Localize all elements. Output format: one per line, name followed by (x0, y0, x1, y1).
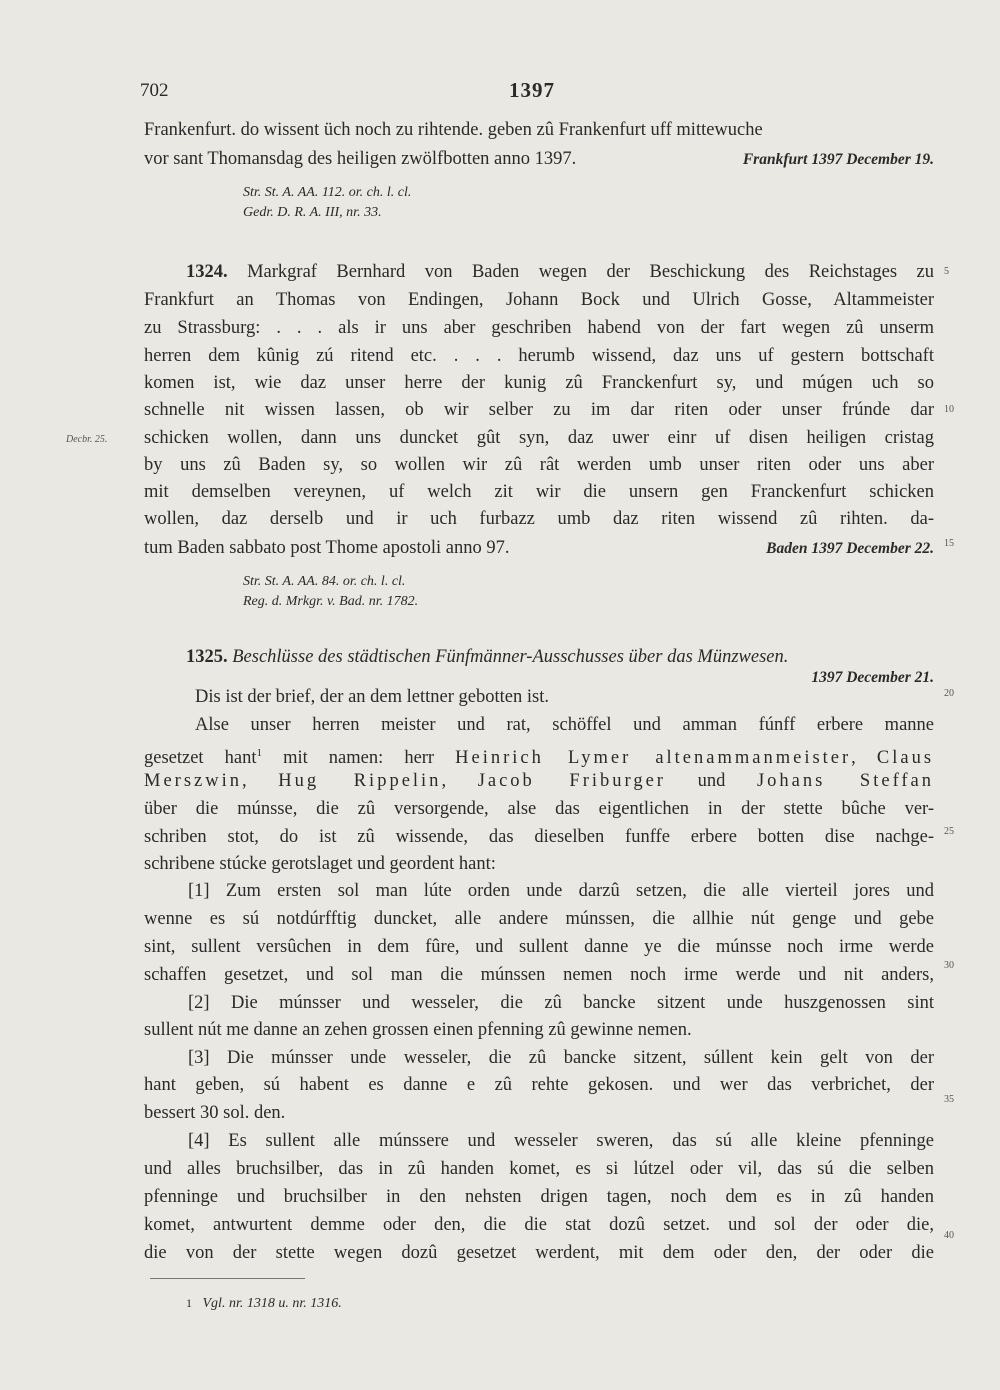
text-line: schribene stúcke gerotslaget und geordent hant: (144, 854, 496, 874)
footnote-mark: 1 (256, 747, 262, 759)
line-number: 5 (944, 266, 949, 277)
text-line: die von der stette wegen dozû gesetzet werdent, mit dem oder den, der oder die (144, 1243, 934, 1263)
text-fragment: vor sant Thomansdag des heiligen zwölfbotten anno 1397. (144, 149, 577, 169)
line-number: 35 (944, 1094, 954, 1105)
document-date: Baden 1397 December 22. (766, 540, 934, 557)
text-line (144, 146, 934, 173)
text-line: komet, antwurtent demme oder den, die die stat dozû setzet. und sol der oder die, (144, 1215, 934, 1235)
text-fragment: , (441, 771, 478, 791)
text-line: zu Strassburg: . . . als ir uns aber geschriben habend von der fart wegen zû unserm (144, 318, 934, 338)
person-name: Heinrich Lymer altenammanmeister (455, 748, 852, 769)
line-number: 15 (944, 538, 954, 549)
text-line: herren dem kûnig zú ritend etc. . . . herumb wissend, daz uns uf gestern bottschaft (144, 346, 934, 366)
text-line (144, 535, 934, 562)
document-date: Frankfurt 1397 December 19. (742, 151, 934, 168)
text-line: schaffen gesetzet, und sol man die múnssen nemen noch irme werde und nit anders, (144, 965, 934, 985)
source-note: Str. St. A. AA. 84. or. ch. l. cl. (243, 574, 406, 589)
text-line: über die múnsse, die zû versorgende, alse das eigentlichen in der stette bûche ver- (144, 799, 934, 819)
person-name: Merszwin (144, 771, 242, 791)
text-line: pfenninge und bruchsilber in den nehsten drigen tagen, noch dem es in zû handen (144, 1187, 934, 1207)
document-title: Beschlüsse des städtischen Fünfmänner-Ausschusses über das Münzwesen. (232, 647, 789, 667)
text-fragment: , (851, 748, 877, 769)
text-line (186, 259, 934, 286)
text-line: und alles bruchsilber, das in zû handen komet, es si lútzel oder vil, das sú die selben (144, 1159, 934, 1179)
document-date: 1397 December 21. (811, 669, 934, 686)
source-note: Reg. d. Mrkgr. v. Bad. nr. 1782. (243, 594, 419, 609)
source-note: Str. St. A. AA. 112. or. ch. l. cl. (243, 185, 412, 200)
line-number: 25 (944, 826, 954, 837)
text-line: Dis ist der brief, der an dem lettner gebotten ist. (195, 687, 549, 707)
text-line: komen ist, wie daz unser herre der kunig zû Franckenfurt sy, und múgen uch so (144, 373, 934, 393)
text-line: bessert 30 sol. den. (144, 1103, 286, 1123)
text-line: wollen, daz derselb und ir uch furbazz umb daz riten wissend zû rihten. da- (144, 509, 934, 529)
line-number: 40 (944, 1230, 954, 1241)
text-line: hant geben, sú habent es danne e zû rehte gekosen. und wer das verbrichet, der (144, 1075, 934, 1095)
text-line: schicken wollen, dann uns duncket gût syn, daz uwer einr uf disen heiligen cristag (144, 428, 934, 448)
text-fragment: gesetzet hant (144, 748, 257, 769)
line-number: 30 (944, 960, 954, 971)
document-number: 1325. (186, 647, 228, 667)
text-fragment: mit namen: herr (262, 748, 456, 769)
text-fragment: und (665, 771, 757, 791)
person-name: Johans Steffan (756, 771, 935, 791)
text-fragment: , (241, 771, 279, 791)
running-year: 1397 (509, 78, 555, 102)
text-fragment: Markgraf Bernhard von Baden wegen der Beschickung des Reichstages zu (247, 262, 935, 282)
footnote-number: 1 (186, 1296, 192, 1310)
page-number: 702 (140, 80, 169, 101)
text-fragment: tum Baden sabbato post Thome apostoli anno 97. (144, 538, 510, 558)
text-line: sullent nút me danne an zehen grossen einen pfenning zû gewinne nemen. (144, 1020, 692, 1040)
text-line (144, 768, 934, 795)
footnote (186, 1296, 342, 1312)
text-line: wenne es sú notdúrfftig duncket, alle andere múnssen, die allhie nút genge und gebe (144, 909, 934, 929)
text-line: mit demselben vereynen, uf welch zit wir die unsern gen Franckenfurt schicken (144, 482, 934, 502)
document-number: 1324. (186, 262, 228, 282)
source-note: Gedr. D. R. A. III, nr. 33. (243, 205, 382, 220)
text-line: [1] Zum ersten sol man lúte orden unde darzû setzen, die alle vierteil jores und (188, 881, 934, 901)
text-line: [3] Die múnsser unde wesseler, die zû bancke sitzent, súllent kein gelt von der (188, 1048, 934, 1068)
person-name: Hug Rippelin (278, 771, 442, 791)
text-line: sint, sullent versûchen in dem fûre, und sullent danne ye die múnsse noch irme werde (144, 937, 934, 957)
text-line: by uns zû Baden sy, so wollen wir zû rât werden umb unser riten oder uns aber (144, 455, 934, 475)
text-line: [2] Die múnsser und wesseler, die zû bancke sitzent unde huszgenossen sint (188, 993, 934, 1013)
text-line: [4] Es sullent alle múnssere und wesseler sweren, das sú alle kleine pfenninge (188, 1131, 934, 1151)
footnote-text: Vgl. nr. 1318 u. nr. 1316. (202, 1296, 342, 1311)
text-line: schriben stot, do ist zû wissende, das dieselben funffe erbere botten dise nachge- (144, 827, 934, 847)
text-line: schnelle nit wissen lassen, ob wir selber zu im dar riten oder unser frúnde dar (144, 400, 934, 420)
text-line: Frankenfurt. do wissent üch noch zu rihtende. geben zû Frankenfurt uff mittewuche (144, 120, 763, 140)
text-line: Alse unser herren meister und rat, schöffel und amman fúnff erbere manne (195, 715, 934, 735)
text-line: Frankfurt an Thomas von Endingen, Johann Bock und Ulrich Gosse, Altammeister (144, 290, 934, 310)
person-name: Jacob Friburger (477, 771, 666, 791)
footnote-rule (150, 1278, 305, 1279)
person-name: Claus (876, 748, 935, 769)
line-number: 10 (944, 404, 954, 415)
line-number: 20 (944, 688, 954, 699)
margin-date: Decbr. 25. (66, 434, 108, 445)
